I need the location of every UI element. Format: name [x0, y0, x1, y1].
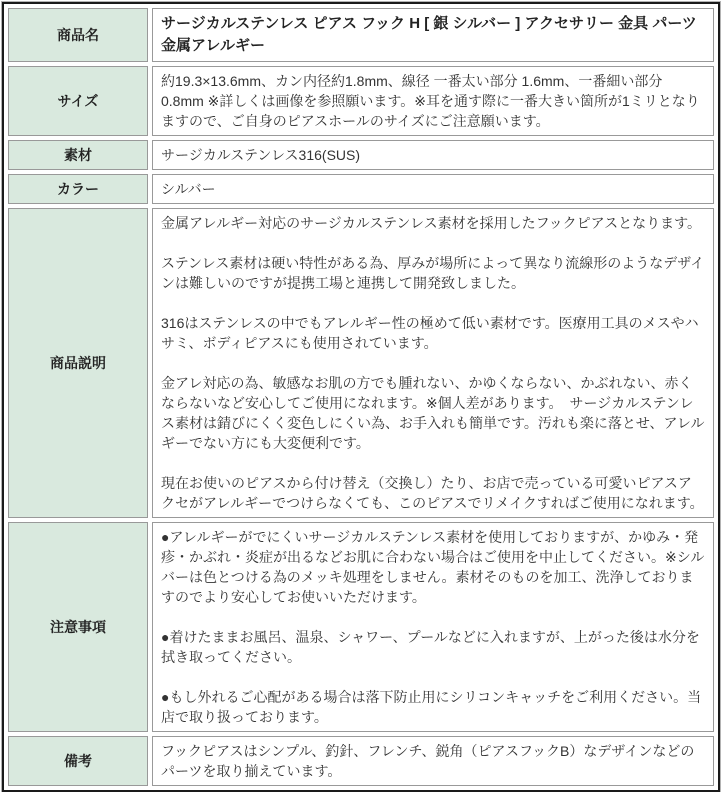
row-paragraph: ステンレス素材は硬い特性がある為、厚みが場所によって異なり流線形のようなデザインは難しいのですが提携工場と連携して開発致しました。 [161, 255, 705, 291]
row-label: 素材 [8, 140, 148, 170]
row-value [152, 66, 714, 136]
table-row-color [8, 174, 714, 204]
row-value [152, 522, 714, 732]
row-paragraph: 金属アレルギー対応のサージカルステンレス素材を採用したフックピアスとなります。 [161, 215, 701, 231]
row-paragraph: ●アレルギーがでにくいサージカルステンレス素材を使用しておりますが、かゆみ・発疹・かぶれ・炎症が出るなどお肌に合わない場合はご使用を中止してください。※シルバーは色とつける為のメッキ処理をしません。素材そのものを加工、洗浄しておりますのでより安心してお使いいただけます。 [161, 529, 705, 605]
row-paragraph: サージカルステンレス ピアス フック H [ 銀 シルバー ] アクセサリー 金具 パーツ 金属アレルギー [161, 15, 697, 54]
row-label: 備考 [8, 736, 148, 786]
row-value [152, 736, 714, 786]
row-value [152, 208, 714, 518]
spec-table-body [8, 8, 714, 786]
table-row-precautions [8, 522, 714, 732]
table-row-material [8, 140, 714, 170]
row-value [152, 174, 714, 204]
table-row-description [8, 208, 714, 518]
row-label: 商品説明 [8, 208, 148, 518]
table-row-size [8, 66, 714, 136]
row-label: カラー [8, 174, 148, 204]
row-paragraph: ●着けたままお風呂、温泉、シャワー、プールなどに入れますが、上がった後は水分を拭き取ってください。 [161, 629, 700, 665]
row-paragraph: 316はステンレスの中でもアレルギー性の極めて低い素材です。医療用工具のメスやハサミ、ボディピアスにも使用されています。 [161, 315, 699, 351]
row-paragraph: 約19.3×13.6mm、カン内径約1.8mm、線径 一番太い部分 1.6mm、一番細い部分 0.8mm ※詳しくは画像を参照願います。※耳を通す際に一番大きい箇所が1ミリとなりますので、ご自身のピアスホールのサイズにご注意願います。 [161, 73, 700, 129]
row-label: サイズ [8, 66, 148, 136]
row-paragraph: フックピアスはシンプル、釣針、フレンチ、鋭角（ピアスフックB）なデザインなどのパーツを取り揃えています。 [161, 743, 695, 779]
row-paragraph: サージカルステンレス316(SUS) [161, 147, 361, 163]
row-value [152, 140, 714, 170]
row-label: 商品名 [8, 8, 148, 62]
table-row-product-name [8, 8, 714, 62]
row-paragraph: ●もし外れるご心配がある場合は落下防止用にシリコンキャッチをご利用ください。当店で取り扱っております。 [161, 689, 702, 725]
row-label: 注意事項 [8, 522, 148, 732]
row-value [152, 8, 714, 62]
row-paragraph: シルバー [161, 181, 216, 197]
table-row-remarks [8, 736, 714, 786]
row-paragraph: 現在お使いのピアスから付け替え（交換し）たり、お店で売っている可愛いピアスアクセがアレルギーでつけらなくても、このピアスでリメイクすればご使用になれます。 [161, 475, 704, 511]
product-spec-table [2, 2, 720, 792]
row-paragraph: 金アレ対応の為、敏感なお肌の方でも腫れない、かゆくならない、かぶれない、赤くならないなど安心してご使用になれます。※個人差があります。 サージカルステンレス素材は錆びにくく変色しにくい為、お手入れも簡単です。汚れも楽に落とせ、アレルギーでない方にも大変便利です。 [161, 375, 705, 451]
